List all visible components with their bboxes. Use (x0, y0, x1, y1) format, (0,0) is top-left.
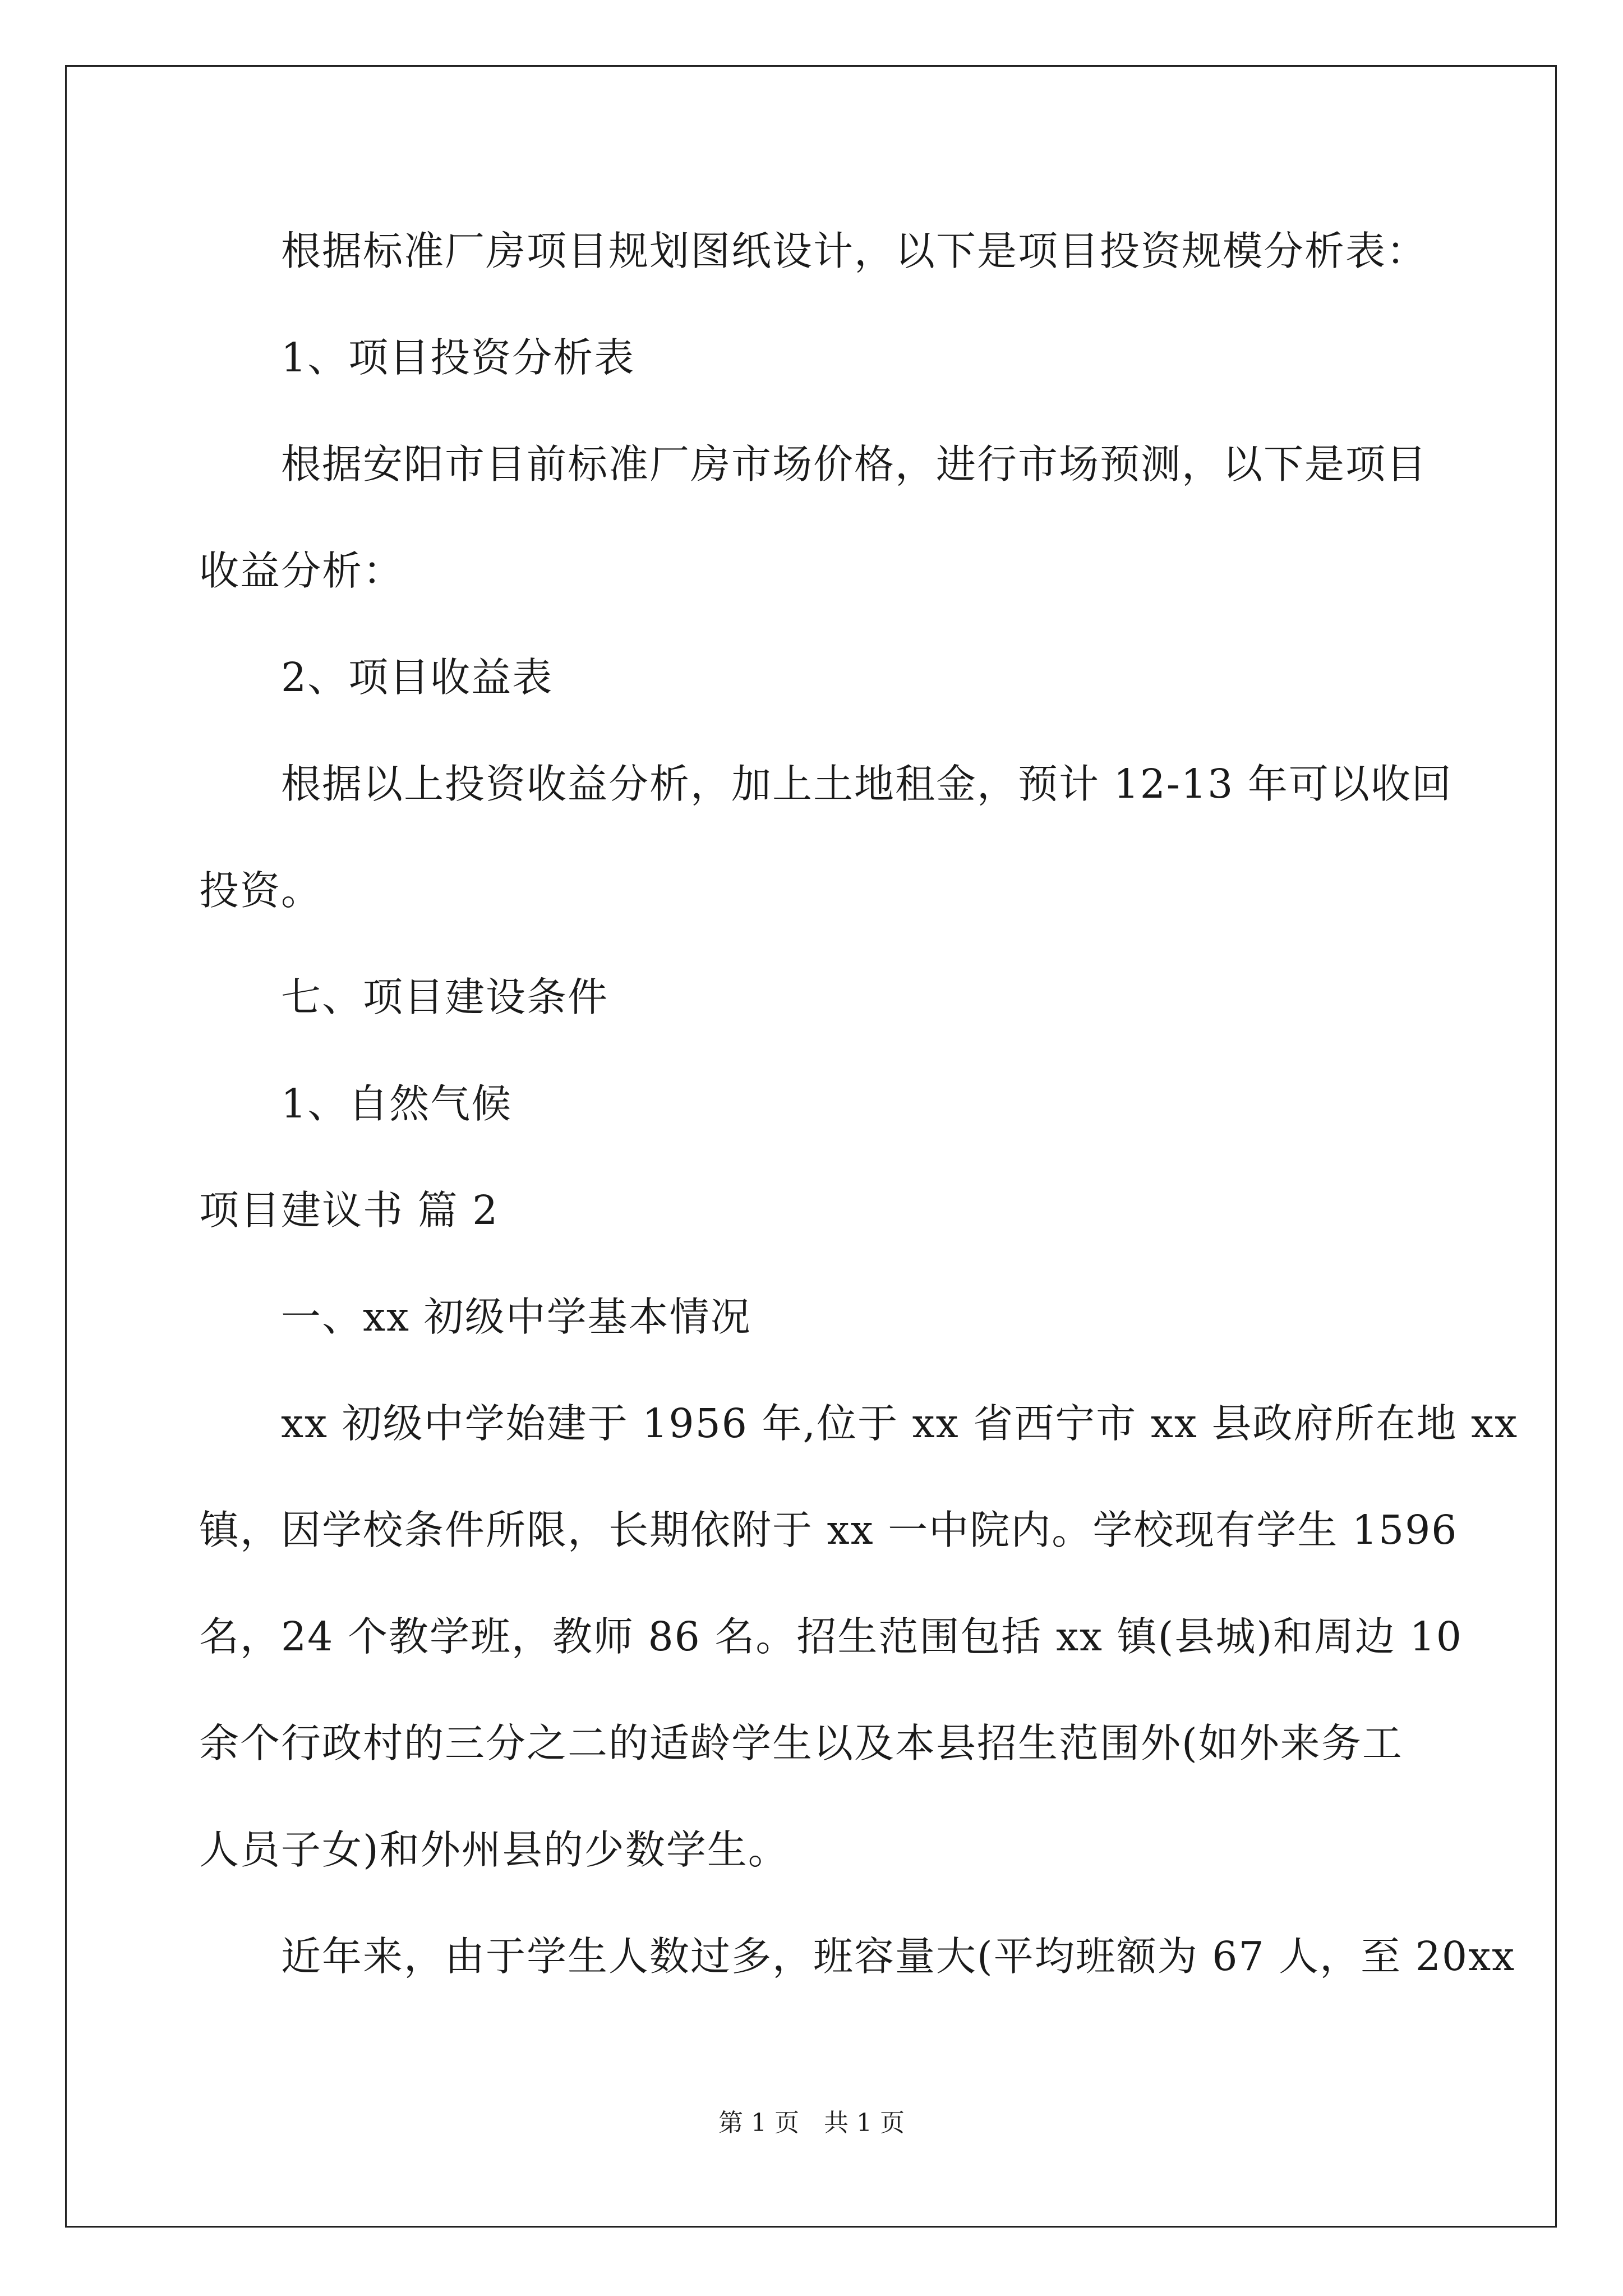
heading-line: 2、项目收益表 (281, 654, 554, 701)
heading-line: 一、xx 初级中学基本情况 (281, 1294, 751, 1340)
section-title: 项目建议书 篇 2 (199, 1187, 499, 1234)
paragraph-line: 近年来，由于学生人数过多，班容量大(平均班额为 67 人，至 20xx (281, 1933, 1516, 1980)
paragraph-line: 收益分析： (199, 547, 404, 594)
paragraph-line: 根据以上投资收益分析，加上土地租金，预计 12-13 年可以收回 (281, 761, 1453, 807)
heading-line: 1、项目投资分析表 (281, 334, 635, 381)
paragraph-line: 人员子女)和外州县的少数学生。 (199, 1826, 789, 1873)
paragraph-line: 镇，因学校条件所限，长期依附于 xx 一中院内。学校现有学生 1596 (199, 1507, 1458, 1553)
paragraph-line: 名，24 个教学班，教师 86 名。招生范围包括 xx 镇(县城)和周边 10 (199, 1613, 1463, 1660)
heading-line: 1、自然气候 (281, 1080, 513, 1127)
paragraph-line: 根据安阳市目前标准厂房市场价格，进行市场预测，以下是项目 (281, 441, 1428, 487)
paragraph-line: 根据标准厂房项目规划图纸设计，以下是项目投资规模分析表： (281, 228, 1428, 274)
page-footer: 第 1 页 共 1 页 (718, 2109, 905, 2137)
paragraph-line: 投资。 (199, 867, 322, 914)
paragraph-line: xx 初级中学始建于 1956 年,位于 xx 省西宁市 xx 县政府所在地 xx (281, 1400, 1519, 1447)
heading-line: 七、项目建设条件 (281, 974, 609, 1020)
page-border (65, 65, 1557, 2228)
paragraph-line: 余个行政村的三分之二的适龄学生以及本县招生范围外(如外来务工 (199, 1720, 1403, 1766)
